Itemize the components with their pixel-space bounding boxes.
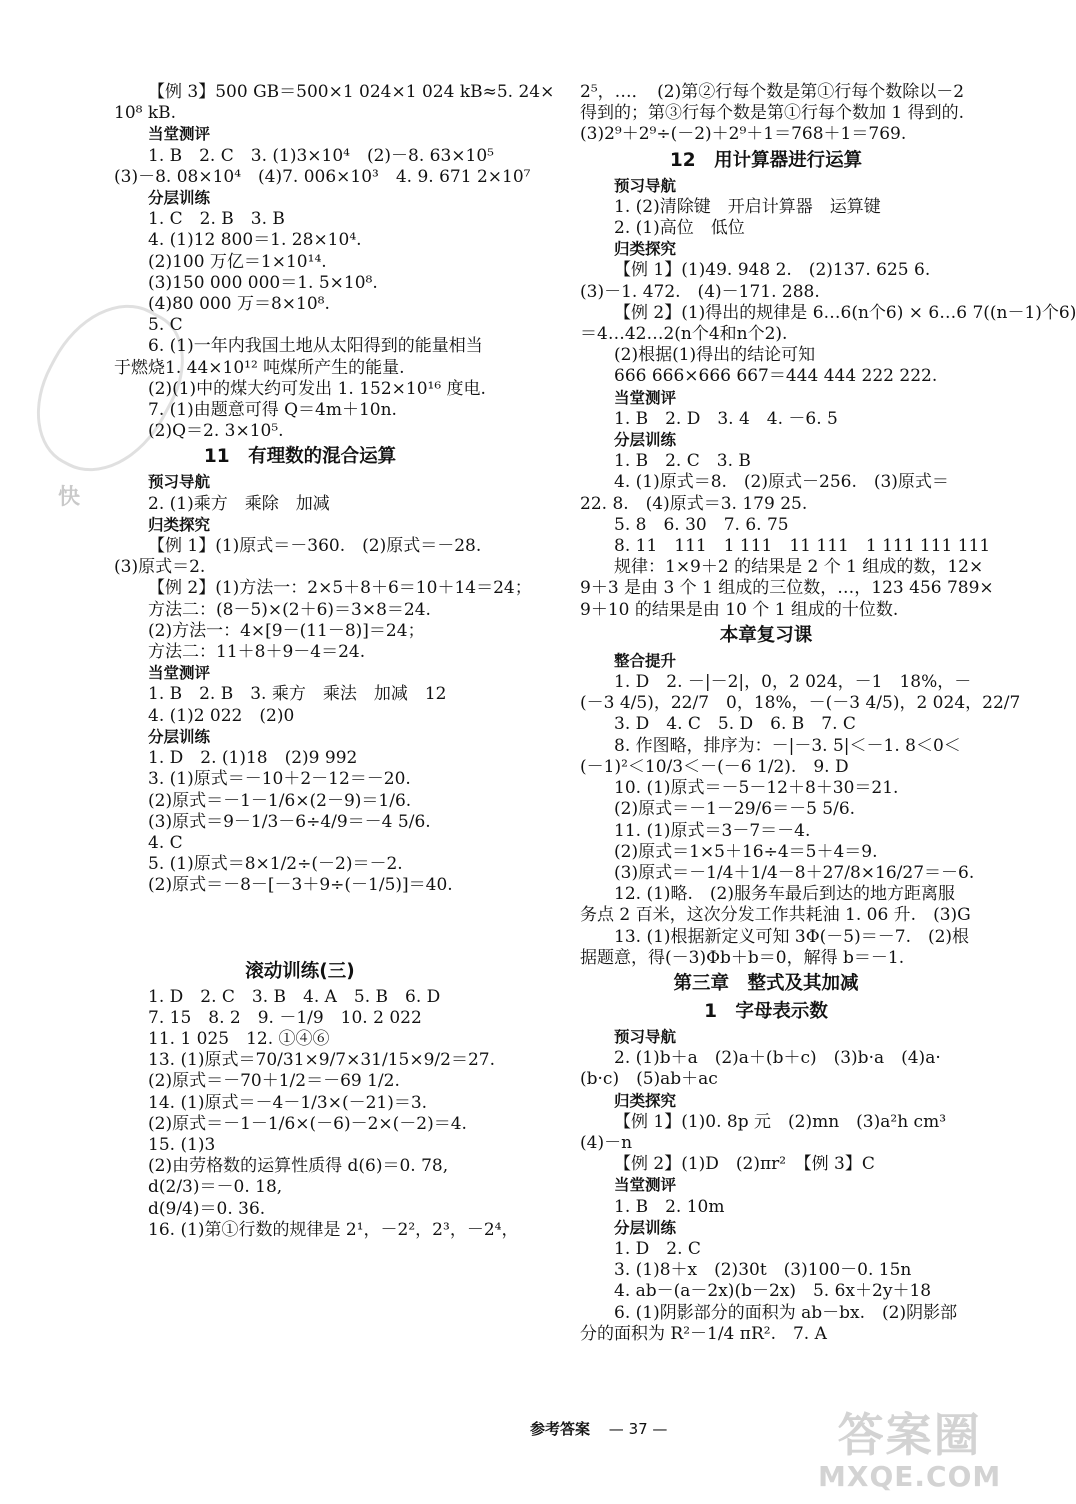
- subsection-label: 归类探究: [148, 515, 211, 534]
- answer-line: 1. B 2. C 3. B: [614, 451, 751, 472]
- subsection-label: 预习导航: [148, 473, 211, 492]
- answer-line: 1. D 2. (1)18 (2)9 992: [148, 748, 358, 769]
- section-heading: 本章复习课: [719, 624, 813, 646]
- answer-line: 【例 2】(1)D (2)πr² 【例 3】C: [614, 1154, 875, 1175]
- answer-line: (2)方法一：4×[9－(11－8)]＝24；: [148, 620, 425, 641]
- answer-line: 7. 15 8. 2 9. －1/9 10. 2 022: [148, 1007, 422, 1028]
- section-heading: 1 字母表示数: [704, 1000, 828, 1022]
- answer-line: (4)－n: [580, 1132, 633, 1153]
- answer-line: 3. (1)8＋x (2)30t (3)100－0. 15n: [614, 1260, 912, 1281]
- subsection-label: 分层训练: [614, 431, 677, 450]
- watermark-line2: MXQE.COM: [818, 1460, 1002, 1493]
- answer-line: 4. ab－(a－2x)(b－2x) 5. 6x＋2y＋18: [614, 1281, 932, 1302]
- left-column: [114, 82, 555, 1241]
- answer-line: (b·c) (5)ab＋ac: [580, 1069, 718, 1090]
- answer-line: 16. (1)第①行数的规律是 2¹，－2²，2³，－2⁴，: [148, 1219, 519, 1240]
- answer-line: (2)原式＝－8－[－3＋9÷(－1/5)]＝40.: [148, 875, 453, 896]
- section-heading: 11 有理数的混合运算: [203, 446, 397, 468]
- watermark: [818, 1408, 1001, 1492]
- answer-line: 2. (1)乘方 乘除 加减: [148, 493, 330, 514]
- stamp-text: 快: [58, 485, 81, 510]
- section-heading: 12 用计算器进行运算: [669, 149, 863, 171]
- answer-line: 1. D 2. －|－2|，0，2 024，－1 18%，－: [614, 672, 972, 693]
- subsection-label: 分层训练: [614, 1218, 677, 1237]
- subsection-label: 预习导航: [614, 1027, 677, 1046]
- answer-line: d(9/4)＝0. 36.: [148, 1198, 266, 1219]
- watermark-line1: 答案圈: [837, 1408, 982, 1462]
- answer-line: 7. (1)由题意可得 Q＝4m＋10n.: [148, 400, 397, 421]
- answer-line: 3. D 4. C 5. D 6. B 7. C: [614, 714, 856, 735]
- answer-line: (2)100 万亿＝1×10¹⁴.: [148, 251, 327, 272]
- answer-line: 1. B 2. B 3. 乘方 乘法 加减 12: [148, 684, 447, 705]
- page-footer: [530, 1418, 667, 1439]
- answer-line: 5. C: [148, 315, 183, 336]
- answer-line: 得到的；第③行每个数是第①行每个数加 1 得到的.: [580, 103, 965, 124]
- answer-line: 5. 8 6. 30 7. 6. 75: [614, 514, 789, 535]
- answer-line: 【例 1】(1)0. 8p 元 (2)mn (3)a²h cm³: [614, 1111, 947, 1132]
- subsection-label: 分层训练: [148, 189, 211, 208]
- answer-line: 4. (1)2 022 (2)0: [148, 705, 295, 726]
- answer-line: 6. (1)一年内我国土地从太阳得到的能量相当: [148, 336, 483, 357]
- answer-line: 10⁸ kB.: [114, 103, 177, 124]
- answer-line: 1. B 2. 10m: [614, 1196, 725, 1217]
- answer-line: 1. B 2. D 3. 4 4. －6. 5: [614, 408, 838, 429]
- page-number: — 37 —: [608, 1420, 668, 1438]
- answer-line: (2)原式＝－1－1/6×(－6)－2×(－2)＝4.: [148, 1113, 467, 1134]
- answer-line: 分的面积为 R²－1/4 πR². 7. A: [580, 1323, 827, 1344]
- answer-line: 3. (1)原式＝－10＋2－12＝－20.: [148, 769, 411, 790]
- answer-line: 8. 11 111 1 111 11 111 1 111 111 111: [614, 536, 991, 557]
- answer-line: 1. C 2. B 3. B: [148, 209, 285, 230]
- answer-line: 方法二：(8－5)×(2＋6)＝3×8＝24.: [148, 599, 431, 620]
- answer-line: 9＋10 的结果是由 10 个 1 组成的十位数.: [580, 599, 899, 620]
- subsection-label: 当堂测评: [614, 1176, 677, 1195]
- answer-line: (2)原式＝－1－1/6×(2－9)＝1/6.: [148, 790, 412, 811]
- answer-line: 14. (1)原式＝－4－1/3×(－21)＝3.: [148, 1092, 428, 1113]
- answer-line: 10. (1)原式＝－5－12＋8＋30＝21.: [614, 778, 899, 799]
- answer-line: 【例 3】500 GB＝500×1 024×1 024 kB≈5. 24×: [148, 82, 555, 102]
- answer-line: 【例 1】(1)49. 948 2. (2)137. 625 6.: [614, 260, 931, 281]
- answer-line: 22. 8. (4)原式＝3. 179 25.: [580, 493, 808, 514]
- spacer: [114, 897, 486, 957]
- answer-line: 5. (1)原式＝8×1/2÷(－2)＝－2.: [148, 854, 403, 875]
- answer-line: 11. 1 025 12. ①④⑥: [148, 1028, 330, 1049]
- subsection-label: 归类探究: [614, 1091, 677, 1110]
- answer-line: (2)原式＝－70＋1/2＝－69 1/2.: [148, 1071, 400, 1092]
- subsection-label: 预习导航: [614, 176, 677, 195]
- section-heading: 滚动训练(三): [245, 960, 355, 982]
- answer-line: (3)150 000 000＝1. 5×10⁸.: [148, 272, 378, 293]
- answer-line: 2. (1)高位 低位: [614, 218, 745, 239]
- subsection-label: 当堂测评: [148, 664, 211, 683]
- answer-line: 务点 2 百米，这次分发工作共耗油 1. 06 升. (3)G: [580, 905, 971, 926]
- answer-line: 9＋3 是由 3 个 1 组成的三位数，…，123 456 789×: [580, 578, 994, 599]
- answer-line: d(2/3)＝－0. 18,: [148, 1177, 283, 1198]
- answer-line: (2)根据(1)得出的结论可知: [614, 345, 816, 366]
- subsection-label: 归类探究: [614, 240, 677, 259]
- answer-line: ＝4…42…2(n个4和n个2).: [580, 324, 788, 345]
- answer-line: 13. (1)原式＝70/31×9/7×31/15×9/2＝27.: [148, 1050, 495, 1071]
- answer-line: (3)原式＝9－1/3－6÷4/9＝－4 5/6.: [148, 811, 431, 832]
- subsection-label: 整合提升: [614, 651, 677, 670]
- answer-line: (4)80 000 万＝8×10⁸.: [148, 294, 330, 315]
- answer-line: (3)－8. 08×10⁴ (4)7. 006×10³ 4. 9. 671 2×10⁷: [114, 166, 531, 187]
- right-column: [580, 82, 1076, 1345]
- answer-line: 1. D 2. C 3. B 4. A 5. B 6. D: [148, 986, 441, 1007]
- answer-line: 15. (1)3: [148, 1134, 216, 1155]
- subsection-label: 当堂测评: [614, 388, 677, 407]
- answer-line: 1. (2)清除键 开启计算器 运算键: [614, 196, 881, 217]
- section-heading: 第三章 整式及其加减: [673, 972, 859, 994]
- answer-line: (3)2⁹＋2⁹÷(－2)＋2⁹＋1＝768＋1＝769.: [580, 124, 907, 145]
- answer-line: 方法二：11＋8＋9－4＝24.: [148, 642, 366, 663]
- answer-line: 666 666×666 667＝444 444 222 222.: [614, 366, 938, 387]
- answer-line: 【例 2】(1)方法一：2×5＋8＋6＝10＋14＝24；: [148, 578, 532, 599]
- answer-line: 4. (1)12 800＝1. 28×10⁴.: [148, 230, 362, 251]
- answer-line: (3)原式＝－1/4＋1/4－8＋27/8×16/27＝－6.: [614, 862, 975, 883]
- answer-line: 4. (1)原式＝8. (2)原式－256. (3)原式＝: [614, 472, 949, 493]
- answer-line: 11. (1)原式＝3－7＝－4.: [614, 820, 811, 841]
- answer-line: 8. 作图略，排序为：－|－3. 5|＜－1. 8＜0＜: [614, 735, 961, 756]
- answer-line: 据题意，得(－3)Φb＋b＝0，解得 b＝－1.: [580, 947, 905, 968]
- answer-line: (2)由劳格数的运算性质得 d(6)＝0. 78,: [148, 1156, 449, 1177]
- answer-line: (3)－1. 472. (4)－171. 288.: [580, 281, 820, 302]
- answer-line: (2)(1)中的煤大约可发出 1. 152×10¹⁶ 度电.: [148, 378, 486, 399]
- answer-line: 13. (1)根据新定义可知 3Φ(－5)＝－7. (2)根: [614, 926, 970, 947]
- answer-line: (－3 4/5)，22/7 0，18%，－(－3 4/5)，2 024，22/7: [580, 693, 1021, 714]
- answer-line: 规律：1×9＋2 的结果是 2 个 1 组成的数，12×: [614, 557, 984, 578]
- footer-label: 参考答案: [530, 1420, 591, 1438]
- answer-line: (2)原式＝1×5＋16÷4＝5＋4＝9.: [614, 841, 878, 862]
- answer-line: 1. D 2. C: [614, 1238, 701, 1259]
- answer-line: (－1)²＜10/3＜－(－6 1/2). 9. D: [580, 756, 849, 777]
- answer-line: 1. B 2. C 3. (1)3×10⁴ (2)－8. 63×10⁵: [148, 145, 494, 166]
- answer-line: 2. (1)b＋a (2)a＋(b＋c) (3)b·a (4)a·: [614, 1048, 941, 1069]
- answer-line: 【例 1】(1)原式＝－360. (2)原式＝－28.: [148, 536, 482, 557]
- subsection-label: 分层训练: [148, 727, 211, 746]
- answer-line: 2⁵，…． (2)第②行每个数是第①行每个数除以－2: [580, 82, 965, 102]
- answer-line: (3)原式＝2.: [114, 557, 206, 578]
- subsection-label: 当堂测评: [148, 125, 211, 144]
- answer-line: 6. (1)阴影部分的面积为 ab－bx. (2)阴影部: [614, 1302, 958, 1323]
- answer-line: 4. C: [148, 832, 183, 853]
- answer-line: 【例 2】(1)得出的规律是 6…6(n个6) × 6…6 7((n－1)个6): [614, 302, 1076, 323]
- answer-line: (2)Q＝2. 3×10⁵.: [148, 421, 284, 442]
- answer-line: 12. (1)略. (2)服务车最后到达的地方距离服: [614, 884, 956, 905]
- answer-line: 于燃烧1. 44×10¹² 吨煤所产生的能量.: [114, 357, 405, 378]
- answer-line: (2)原式＝－1－29/6＝－5 5/6.: [614, 799, 856, 820]
